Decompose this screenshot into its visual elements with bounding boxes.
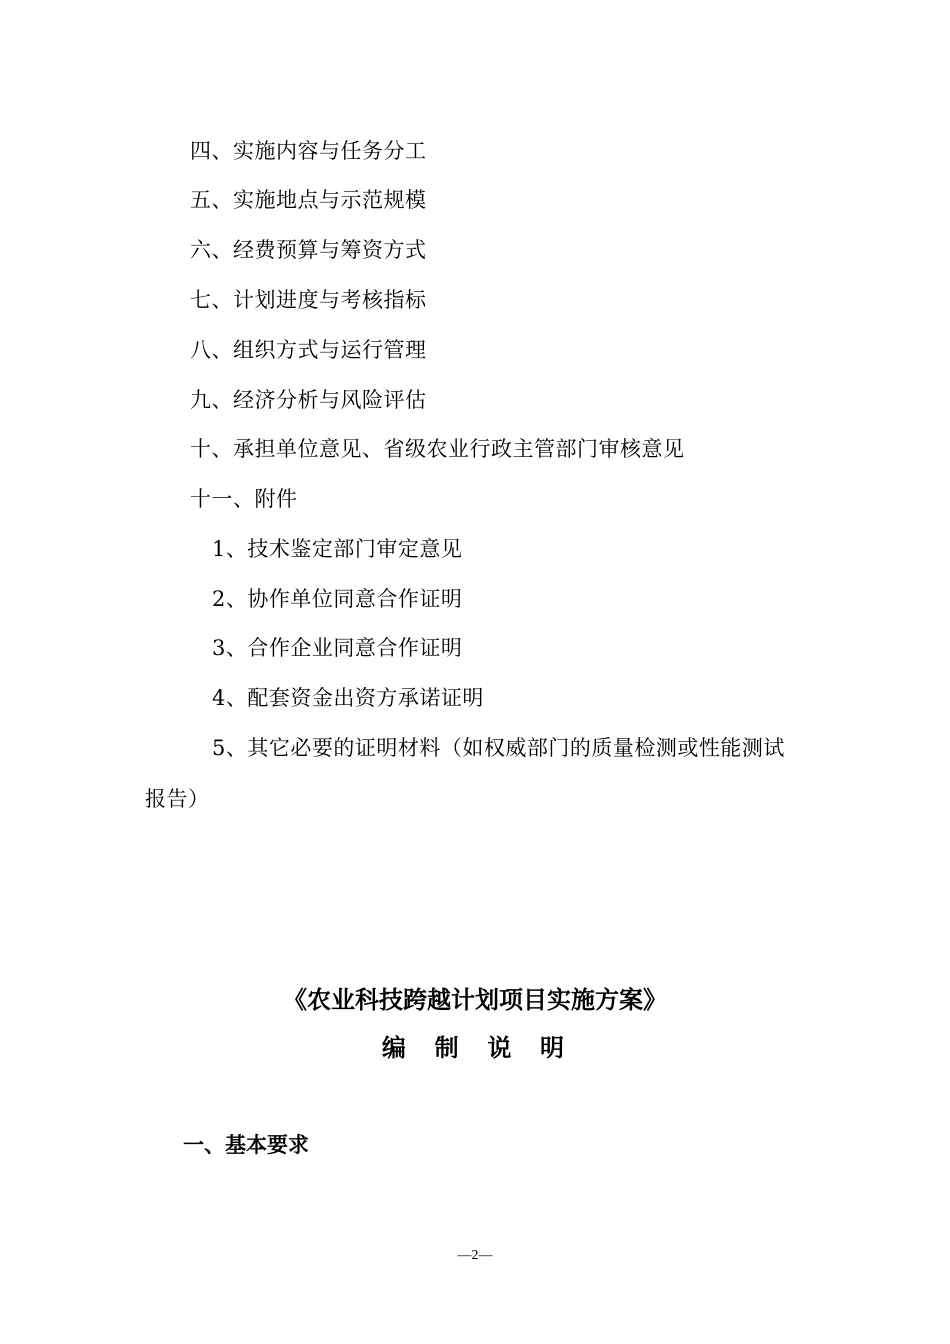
toc-item-8: 八、组织方式与运行管理 (190, 338, 427, 362)
attachment-item-3: 3、合作企业同意合作证明 (212, 636, 463, 660)
section-heading-basic-requirements: 一、基本要求 (183, 1132, 309, 1157)
toc-item-4: 四、实施内容与任务分工 (190, 139, 427, 163)
toc-item-10: 十、承担单位意见、省级农业行政主管部门审核意见 (190, 437, 685, 461)
toc-item-9: 九、经济分析与风险评估 (190, 388, 427, 412)
toc-item-11: 十一、附件 (190, 487, 298, 511)
attachment-item-1: 1、技术鉴定部门审定意见 (212, 537, 463, 561)
toc-item-6: 六、经费预算与筹资方式 (190, 238, 427, 262)
document-subtitle: 编 制 说 明 (381, 1033, 569, 1062)
toc-item-7: 七、计划进度与考核指标 (190, 288, 427, 312)
page-number: —2— (457, 1248, 493, 1263)
attachment-item-4: 4、配套资金出资方承诺证明 (212, 686, 484, 710)
attachment-item-5-continuation: 报告） (145, 787, 210, 811)
attachment-item-5: 5、其它必要的证明材料（如权威部门的质量检测或性能测试 (212, 736, 785, 760)
toc-item-5: 五、实施地点与示范规模 (190, 188, 427, 212)
attachment-item-2: 2、协作单位同意合作证明 (212, 587, 463, 611)
document-title: 《农业科技跨越计划项目实施方案》 (283, 985, 667, 1014)
